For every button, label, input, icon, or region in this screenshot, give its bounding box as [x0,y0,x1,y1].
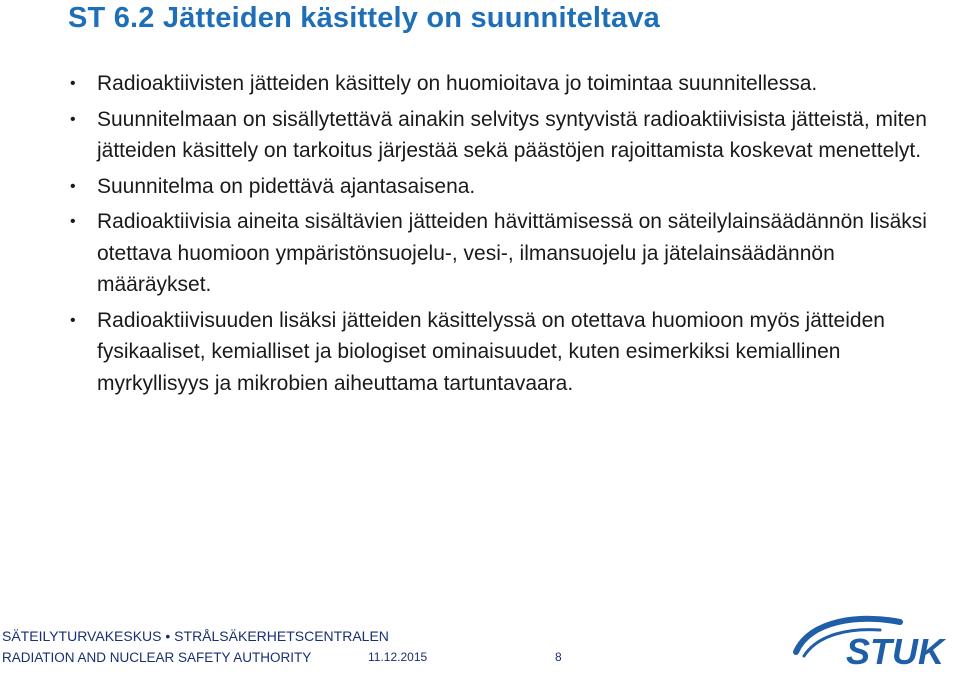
bullet-text: Suunnitelma on pidettävä ajantasaisena. [97,174,476,198]
footer-authority: RADIATION AND NUCLEAR SAFETY AUTHORITY [2,650,312,665]
footer-date: 11.12.2015 [368,650,428,664]
bullet-marker: • [70,110,76,128]
bullet-marker: • [70,213,76,230]
stuk-logo-icon [790,612,955,672]
bullet-text: Radioaktiivisia aineita sisältävien jätteiden hävittämisessä on säteilylainsäädännön lisäksi otettava huomioon ympäristönsuojelu-, vesi-, ilmansuojelu ja jätelainsäädännön määräykset. [97,210,927,296]
bullet-item [70,68,930,100]
bullet-item [70,104,930,167]
bullet-text: Suunnitelmaan on sisällytettävä ainakin selvitys syntyvistä radioaktiivisista jätteistä, miten jätteiden käsittely on tarkoitus järjestää sekä päästöjen rajoittamista koskevat menettelyt. [97,107,927,162]
bullet-text: Radioaktiivisuuden lisäksi jätteiden käsittelyssä on otettava huomioon myös jätteiden fysikaaliset, kemialliset ja biologiset ominaisuudet, kuten esimerkiksi kemiallinen myrkyllisyys ja mikrobien aiheuttama tartuntavaara. [97,308,885,395]
page-number: 8 [555,650,562,664]
bullet-marker: • [70,177,76,195]
bullet-marker: • [70,75,76,92]
bullet-item [70,206,930,301]
page-title: ST 6.2 Jätteiden käsittely on suunniteltava [68,2,660,34]
bullet-item [70,171,930,203]
logo-text: STUK [846,631,944,672]
footer-organization: SÄTEILYTURVAKESKUS • STRÅLSÄKERHETSCENTRALEN [2,628,389,644]
bullet-text: Radioaktiivisten jätteiden käsittely on huomioitava jo toimintaa suunnitellessa. [97,72,818,95]
bullet-item [70,305,930,400]
bullet-marker: • [70,311,76,329]
bullet-list [70,68,930,403]
